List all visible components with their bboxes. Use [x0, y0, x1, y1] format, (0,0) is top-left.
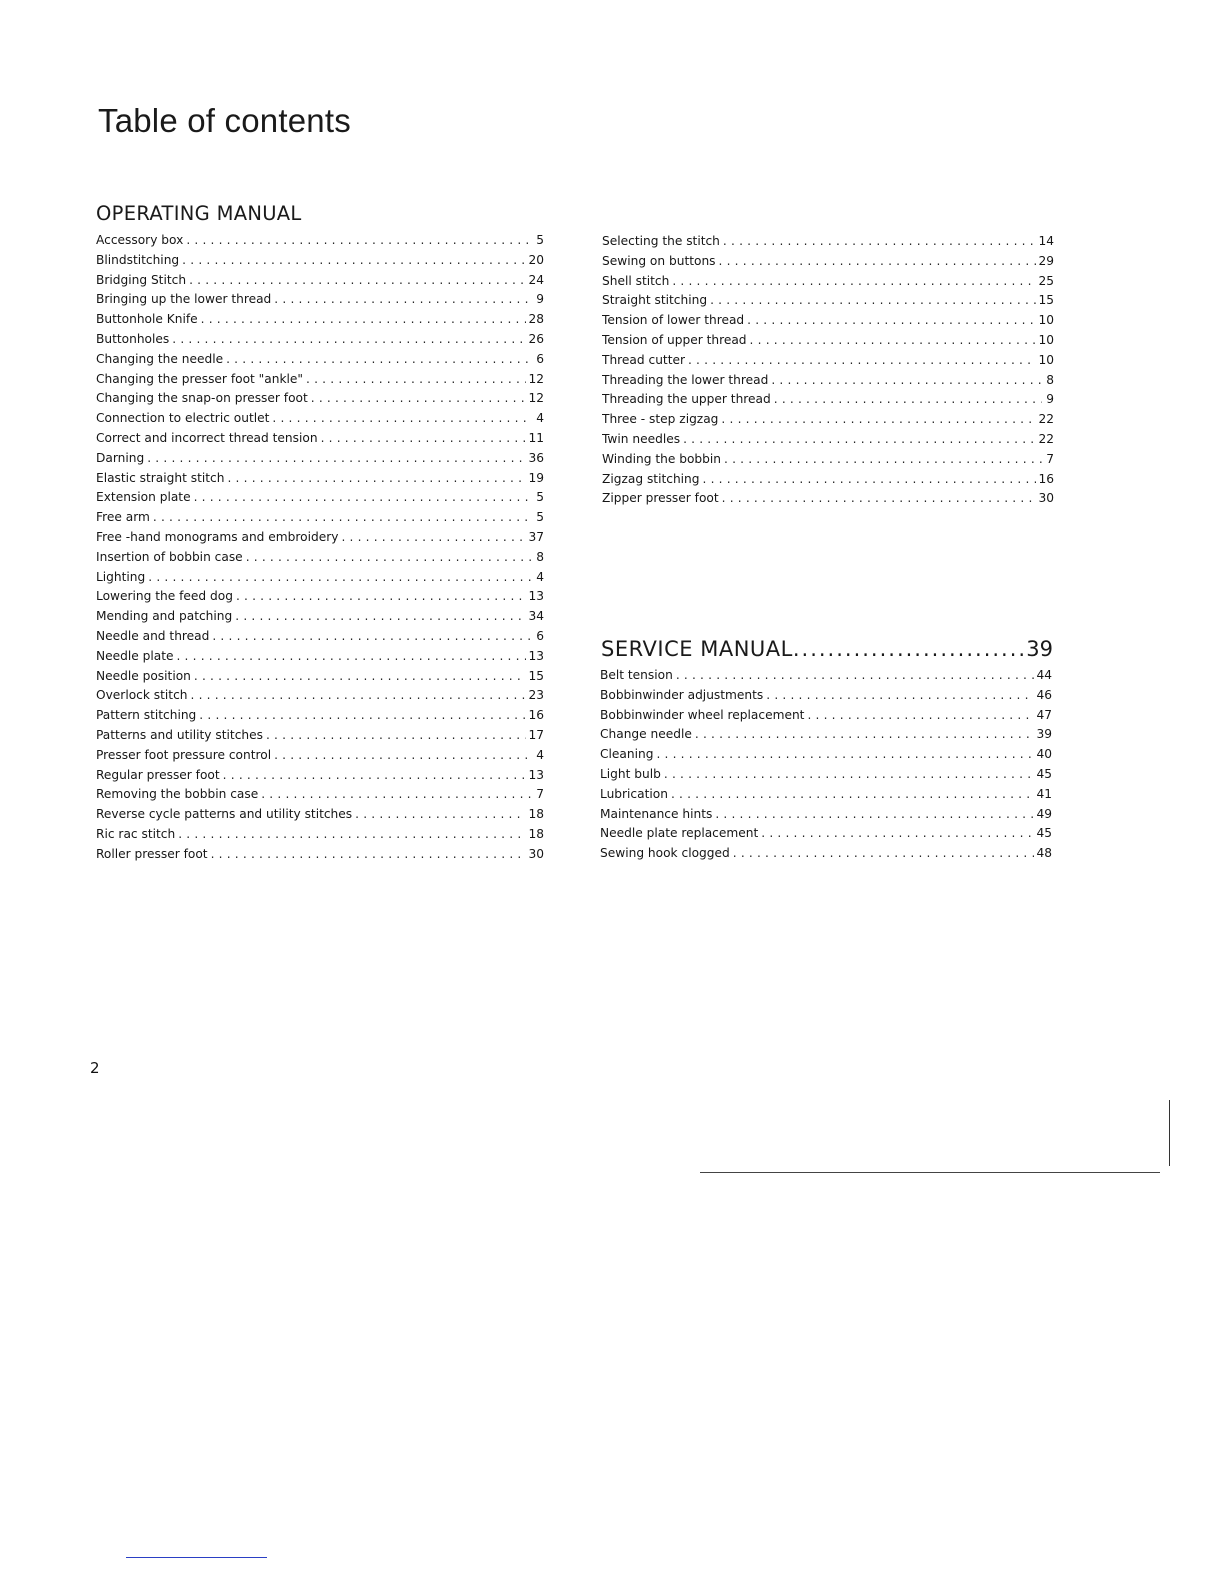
toc-entry[interactable] [96, 847, 544, 867]
toc-page-number: 10 [1038, 352, 1054, 367]
toc-entry-label: Zipper presser foot [602, 491, 719, 506]
toc-entry[interactable] [602, 392, 1054, 412]
toc-page-number: 12 [528, 371, 544, 386]
toc-entry[interactable] [96, 411, 544, 431]
toc-entry[interactable] [96, 748, 544, 768]
dot-leader [189, 273, 526, 287]
dot-leader [182, 253, 526, 267]
dot-leader [194, 669, 527, 683]
dot-leader [715, 807, 1034, 821]
service-manual-heading-label: SERVICE MANUAL [601, 637, 793, 661]
toc-entry[interactable] [602, 274, 1054, 294]
toc-entry-label: Free -hand monograms and embroidery [96, 529, 339, 544]
toc-entry[interactable] [600, 846, 1052, 866]
toc-page-number: 41 [1036, 786, 1052, 801]
toc-entry[interactable] [96, 431, 544, 451]
toc-entry-label: Bridging Stitch [96, 272, 187, 287]
toc-entry-label: Blindstitching [96, 252, 180, 267]
toc-entry-label: Pattern stitching [96, 708, 197, 723]
edge-rule [1169, 1100, 1170, 1166]
dot-leader [761, 826, 1034, 840]
service-manual-list [600, 668, 1052, 866]
toc-entry-label: Correct and incorrect thread tension [96, 430, 318, 445]
toc-entry[interactable] [96, 233, 544, 253]
toc-page-number: 15 [1038, 293, 1054, 308]
operating-manual-right-column [602, 234, 1054, 511]
toc-entry-label: Overlock stitch [96, 688, 188, 703]
dot-leader [246, 550, 532, 564]
toc-page-number: 6 [536, 628, 544, 643]
toc-entry-label: Threading the upper thread [602, 392, 771, 407]
dot-leader [223, 768, 527, 782]
toc-page-number: 40 [1036, 747, 1052, 762]
toc-entry-label: Zigzag stitching [602, 471, 700, 486]
dot-leader [153, 510, 532, 524]
toc-page-number: 9 [536, 292, 544, 307]
toc-page-number: 4 [536, 569, 544, 584]
toc-entry-label: Thread cutter [602, 352, 685, 367]
toc-page-number: 39 [1036, 727, 1052, 742]
toc-page-number: 45 [1036, 766, 1052, 781]
toc-entry-label: Selecting the stitch [602, 234, 720, 248]
toc-entry-label: Needle position [96, 668, 191, 683]
dot-leader [733, 846, 1035, 860]
toc-entry[interactable] [602, 472, 1054, 492]
toc-entry-label: Twin needles [602, 431, 681, 446]
dot-leader [683, 432, 1036, 446]
bottom-rule [700, 1172, 1160, 1173]
toc-page-number: 24 [528, 272, 544, 287]
toc-entry-label: Change needle [600, 727, 692, 742]
toc-entry[interactable] [602, 313, 1054, 333]
toc-entry[interactable] [96, 273, 544, 293]
dot-leader [703, 472, 1037, 486]
toc-entry[interactable] [600, 807, 1052, 827]
toc-entry-label: Needle plate replacement [600, 826, 759, 841]
toc-entry[interactable] [600, 826, 1052, 846]
dot-leader [148, 570, 532, 584]
toc-entry-label: Winding the bobbin [602, 451, 722, 466]
dot-leader [724, 452, 1042, 466]
toc-entry[interactable] [600, 747, 1052, 767]
toc-entry-label: Tension of lower thread [602, 313, 745, 328]
toc-entry-label: Bobbinwinder wheel replacement [600, 707, 805, 722]
toc-entry[interactable] [602, 234, 1054, 254]
toc-entry-label: Sewing on buttons [602, 253, 716, 268]
toc-page-number: 5 [536, 510, 544, 525]
toc-page-number: 30 [528, 846, 544, 861]
dot-leader [306, 372, 526, 386]
dot-leader [341, 530, 526, 544]
toc-page-number: 4 [536, 411, 544, 426]
dot-leader [671, 787, 1035, 801]
link-underline [126, 1557, 267, 1558]
dot-leader [235, 609, 526, 623]
dot-leader [261, 787, 532, 801]
toc-page-number: 28 [528, 312, 544, 327]
toc-entry[interactable] [96, 292, 544, 312]
dot-leader [172, 332, 526, 346]
toc-entry-label: Needle plate [96, 648, 174, 663]
dot-leader [321, 431, 527, 445]
toc-entry[interactable] [600, 727, 1052, 747]
toc-entry-label: Light bulb [600, 766, 661, 781]
toc-entry-label: Changing the presser foot "ankle" [96, 371, 304, 386]
dot-leader [719, 254, 1037, 268]
toc-entry[interactable] [96, 649, 544, 669]
toc-entry-label: Changing the needle [96, 351, 224, 366]
toc-entry[interactable] [96, 352, 544, 372]
toc-entry[interactable] [96, 728, 544, 748]
toc-page-number: 15 [528, 668, 544, 683]
toc-entry[interactable] [96, 530, 544, 550]
toc-entry-label: Belt tension [600, 668, 673, 682]
toc-page-number: 4 [536, 747, 544, 762]
toc-entry-label: Shell stitch [602, 273, 670, 288]
toc-entry[interactable] [96, 451, 544, 471]
toc-entry[interactable] [96, 510, 544, 530]
dot-leader [274, 292, 532, 306]
toc-entry-label: Buttonholes [96, 331, 170, 346]
dot-leader [807, 708, 1034, 722]
toc-entry-label: Tension of upper thread [602, 332, 747, 347]
toc-entry[interactable] [602, 432, 1054, 452]
toc-entry[interactable] [96, 372, 544, 392]
toc-entry[interactable] [96, 312, 544, 332]
dot-leader [766, 688, 1034, 702]
toc-entry-label: Threading the lower thread [602, 372, 769, 387]
toc-entry-label: Maintenance hints [600, 806, 713, 821]
toc-page-number: 10 [1038, 332, 1054, 347]
toc-entry[interactable] [96, 253, 544, 273]
toc-page-number: 8 [1046, 372, 1054, 387]
operating-manual-heading: OPERATING MANUAL [96, 202, 302, 225]
toc-entry[interactable] [602, 333, 1054, 353]
page-title: Table of contents [98, 102, 351, 139]
operating-manual-left-column [96, 233, 544, 867]
dot-leader [147, 451, 526, 465]
toc-page-number: 44 [1036, 668, 1052, 682]
dot-leader [311, 391, 527, 405]
dot-leader [272, 411, 532, 425]
toc-entry[interactable] [96, 570, 544, 590]
dot-leader [178, 827, 526, 841]
toc-page-number: 36 [528, 450, 544, 465]
dot-leader [771, 373, 1042, 387]
dot-leader [201, 312, 527, 326]
service-manual-heading[interactable] [601, 637, 1053, 661]
toc-page-number: 12 [528, 391, 544, 406]
toc-page-number: 7 [1046, 451, 1054, 466]
toc-entry-label: Lowering the feed dog [96, 589, 233, 604]
toc-entry-label: Lighting [96, 569, 146, 584]
toc-entry[interactable] [602, 254, 1054, 274]
toc-entry-label: Sewing hook clogged [600, 846, 730, 861]
toc-entry-label: Reverse cycle patterns and utility stitches [96, 807, 353, 822]
toc-entry-label: Patterns and utility stitches [96, 727, 263, 742]
dot-leader [226, 352, 532, 366]
toc-page-number: 18 [528, 826, 544, 841]
toc-entry[interactable] [96, 490, 544, 510]
toc-page-number: 20 [528, 252, 544, 267]
toc-entry[interactable] [600, 708, 1052, 728]
service-manual-page-number: 39 [1026, 637, 1053, 661]
dot-leader [211, 847, 527, 861]
toc-entry-label: Three - step zigzag [602, 412, 719, 427]
toc-entry[interactable] [96, 708, 544, 728]
toc-entry[interactable] [600, 767, 1052, 787]
dot-leader [688, 353, 1037, 367]
toc-entry[interactable] [96, 787, 544, 807]
toc-entry-label: Accessory box [96, 233, 184, 247]
dot-leader [236, 589, 527, 603]
toc-entry[interactable] [96, 669, 544, 689]
toc-page-number: 46 [1036, 687, 1052, 702]
toc-entry[interactable] [602, 373, 1054, 393]
toc-page-number: 13 [528, 767, 544, 782]
toc-page-number: 5 [536, 490, 544, 505]
toc-entry[interactable] [602, 353, 1054, 373]
dot-leader [191, 688, 527, 702]
toc-page-number: 11 [528, 430, 544, 445]
dot-leader [750, 333, 1037, 347]
dot-leader [355, 807, 526, 821]
toc-page-number: 13 [528, 589, 544, 604]
toc-page-number: 16 [1038, 471, 1054, 486]
toc-page-number: 49 [1036, 806, 1052, 821]
toc-entry-label: Presser foot pressure control [96, 747, 272, 762]
dot-leader [176, 649, 526, 663]
toc-entry[interactable] [96, 629, 544, 649]
dot-leader [710, 293, 1036, 307]
toc-entry[interactable] [600, 668, 1052, 688]
dot-leader [186, 233, 532, 247]
toc-page-number: 25 [1038, 273, 1054, 288]
toc-entry[interactable] [96, 827, 544, 847]
toc-entry-label: Darning [96, 450, 145, 465]
toc-entry[interactable] [96, 807, 544, 827]
toc-page-number: 7 [536, 787, 544, 802]
dot-leader [656, 747, 1034, 761]
toc-entry-label: Bobbinwinder adjustments [600, 687, 764, 702]
toc-entry[interactable] [602, 452, 1054, 472]
toc-page-number: 48 [1036, 846, 1052, 861]
toc-entry[interactable] [96, 688, 544, 708]
toc-entry[interactable] [96, 471, 544, 491]
dot-leader [212, 629, 532, 643]
toc-page-number: 8 [536, 549, 544, 564]
dot-leader [227, 471, 526, 485]
toc-entry-label: Free arm [96, 510, 150, 525]
toc-entry-label: Ric rac stitch [96, 826, 176, 841]
toc-entry[interactable] [600, 787, 1052, 807]
toc-page-number: 29 [1038, 253, 1054, 268]
toc-entry-label: Needle and thread [96, 628, 210, 643]
toc-entry[interactable] [600, 688, 1052, 708]
dot-leader [274, 748, 532, 762]
toc-entry[interactable] [96, 609, 544, 629]
toc-page-number: 5 [536, 233, 544, 247]
dot-leader [747, 313, 1036, 327]
toc-entry-label: Lubrication [600, 786, 668, 801]
toc-entry-label: Elastic straight stitch [96, 470, 225, 485]
dot-leader [774, 392, 1042, 406]
toc-page-number: 30 [1038, 491, 1054, 506]
dot-leader [199, 708, 526, 722]
dot-leader [695, 727, 1035, 741]
toc-page-number: 6 [536, 351, 544, 366]
dot-leader [721, 412, 1036, 426]
toc-entry-label: Removing the bobbin case [96, 787, 259, 802]
toc-page-number: 9 [1046, 392, 1054, 407]
toc-entry-label: Cleaning [600, 747, 654, 762]
toc-entry[interactable] [96, 391, 544, 411]
toc-page-number: 37 [528, 529, 544, 544]
toc-entry-label: Mending and patching [96, 609, 233, 624]
toc-entry[interactable] [96, 332, 544, 352]
toc-page-number: 45 [1036, 826, 1052, 841]
dot-leader [676, 668, 1035, 682]
toc-entry-label: Straight stitching [602, 293, 708, 308]
toc-page-number: 22 [1038, 431, 1054, 446]
dot-leader [793, 637, 1026, 661]
toc-entry-label: Changing the snap-on presser foot [96, 391, 308, 406]
dot-leader [723, 234, 1037, 248]
toc-entry[interactable] [602, 412, 1054, 432]
toc-page-number: 16 [528, 708, 544, 723]
toc-entry[interactable] [96, 589, 544, 609]
dot-leader [266, 728, 527, 742]
toc-entry[interactable] [96, 768, 544, 788]
toc-page-number: 23 [528, 688, 544, 703]
toc-page-number: 19 [528, 470, 544, 485]
toc-entry-label: Extension plate [96, 490, 191, 505]
toc-page-number: 47 [1036, 707, 1052, 722]
dot-leader [664, 767, 1035, 781]
dot-leader [194, 490, 532, 504]
toc-entry[interactable] [602, 491, 1054, 511]
dot-leader [722, 491, 1037, 505]
toc-entry-label: Insertion of bobbin case [96, 549, 243, 564]
toc-entry-label: Connection to electric outlet [96, 411, 270, 426]
toc-entry-label: Regular presser foot [96, 767, 220, 782]
toc-page-number: 13 [528, 648, 544, 663]
toc-entry[interactable] [96, 550, 544, 570]
toc-page-number: 26 [528, 331, 544, 346]
toc-entry-label: Buttonhole Knife [96, 312, 198, 327]
toc-entry-label: Bringing up the lower thread [96, 292, 272, 307]
toc-page-number: 34 [528, 609, 544, 624]
toc-page-number: 10 [1038, 313, 1054, 328]
toc-page-number: 18 [528, 807, 544, 822]
toc-page-number: 17 [528, 727, 544, 742]
toc-entry-label: Roller presser foot [96, 846, 208, 861]
toc-page-number: 22 [1038, 412, 1054, 427]
dot-leader [672, 274, 1036, 288]
toc-page-number: 14 [1038, 234, 1054, 248]
toc-entry[interactable] [602, 293, 1054, 313]
page-number: 2 [90, 1059, 100, 1077]
